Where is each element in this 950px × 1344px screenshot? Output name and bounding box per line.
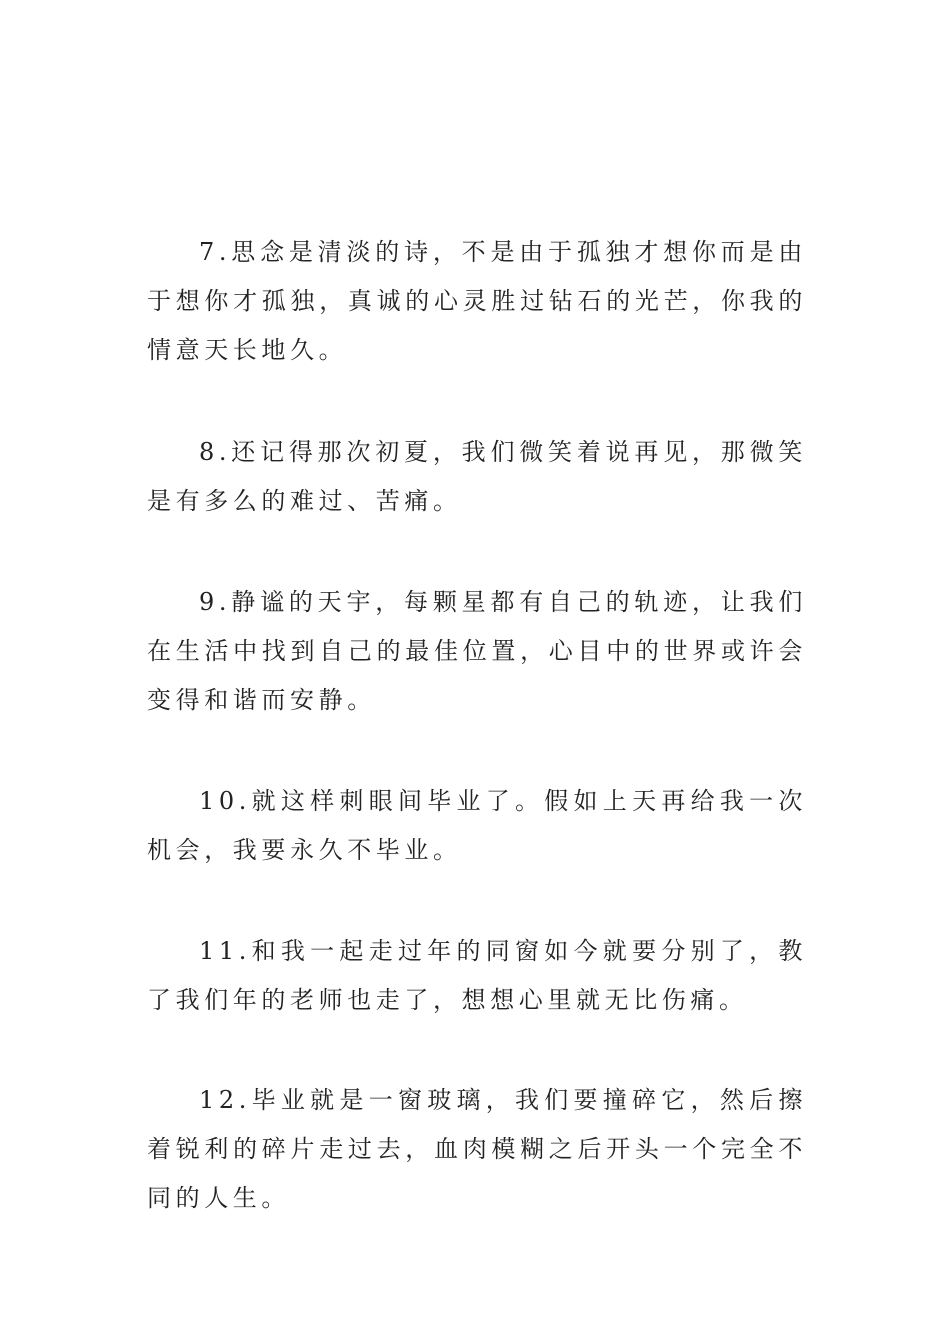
paragraph-7: 7.思念是清淡的诗，不是由于孤独才想你而是由于想你才孤独，真诚的心灵胜过钻石的光芒，你我的情意天长地久。 (147, 238, 807, 364)
paragraph-11: 11.和我一起走过年的同窗如今就要分别了，教了我们年的老师也走了，想想心里就无比伤痛。 (147, 937, 807, 1014)
paragraph-12: 12.毕业就是一窗玻璃，我们要撞碎它，然后擦着锐利的碎片走过去，血肉模糊之后开头一个完全不同的人生。 (147, 1086, 807, 1212)
paragraph-8: 8.还记得那次初夏，我们微笑着说再见，那微笑是有多么的难过、苦痛。 (147, 438, 807, 515)
paragraph-9: 9.静谧的天宇，每颗星都有自己的轨迹，让我们在生活中找到自己的最佳位置，心目中的世界或许会变得和谐而安静。 (147, 588, 807, 714)
paragraph-10: 10.就这样刺眼间毕业了。假如上天再给我一次机会，我要永久不毕业。 (147, 787, 807, 864)
